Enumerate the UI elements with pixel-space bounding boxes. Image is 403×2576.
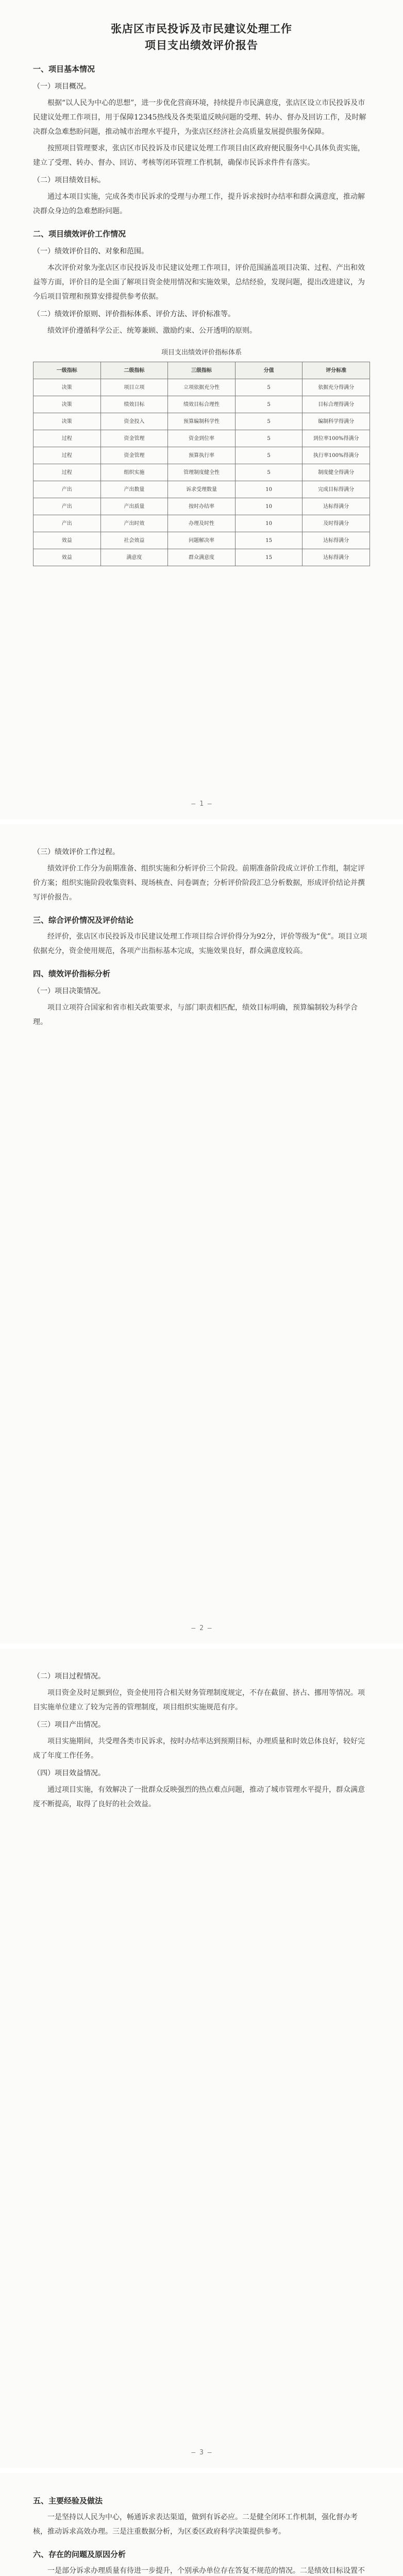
table-cell: 5 xyxy=(235,447,303,464)
table-cell: 群众满意度 xyxy=(168,549,236,566)
table-cell: 及时得满分 xyxy=(303,515,370,532)
section-heading: 六、存在的问题及原因分析 xyxy=(33,2550,126,2559)
paragraph: 通过本项目实施，完成各类市民诉求的受理与办理工作，提升诉求按时办结率和群众满意度，推动解决群众身边的急难愁盼问题。 xyxy=(33,193,365,215)
page-number: — 3 — xyxy=(191,2449,212,2456)
table-row xyxy=(33,464,370,481)
table-cell: 绩效目标合理性 xyxy=(168,396,236,413)
paragraph: 一是坚持以人民为中心，畅通诉求表达渠道，做到有诉必应。二是健全闭环工作机制，强化督办考核，推动诉求高效办理。三是注重数据分析，为区委区政府科学决策提供参考。 xyxy=(33,2513,358,2536)
subsection-heading: （四）项目效益情况。 xyxy=(33,1769,105,1777)
subsection-heading: （三）项目产出情况。 xyxy=(33,1721,105,1729)
paragraph: 经评价，张店区市民投诉及市民建议处理工作项目综合评价得分为92分，评价等级为“优”。项目立项依据充分，资金使用规范，各项产出指标基本完成，实施效果良好，群众满意度较高。 xyxy=(33,933,367,955)
table-cell: 社会效益 xyxy=(100,532,168,549)
table-cell: 预算执行率 xyxy=(168,447,236,464)
paragraph: 项目资金及时足额到位，资金使用符合相关财务管理制度规定，不存在截留、挤占、挪用等情况。项目实施单位建立了较为完善的管理制度，项目组织实施规范有序。 xyxy=(33,1689,365,1711)
table-cell: 资金到位率 xyxy=(168,430,236,447)
table-cell: 管理制度健全性 xyxy=(168,464,236,481)
table-row xyxy=(33,413,370,430)
page-number: — 2 — xyxy=(191,1624,212,1632)
table-cell: 编制科学得满分 xyxy=(303,413,370,430)
page-number: — 1 — xyxy=(191,800,212,808)
section-heading: 三、综合评价情况及评价结论 xyxy=(33,916,134,925)
table-cell: 项目立项 xyxy=(100,379,168,396)
table-cell: 立项依据充分性 xyxy=(168,379,236,396)
table-cell: 效益 xyxy=(33,549,101,566)
table-cell: 完成目标得满分 xyxy=(303,481,370,498)
page-1 xyxy=(0,0,403,819)
table-cell: 诉求受理数量 xyxy=(168,481,236,498)
paragraph: 根据“以人民为中心的思想”，进一步优化营商环境，持续提升市民满意度，张店区设立市民投诉及市民建议处理工作项目，用于保障12345热线及各类渠道反映问题的受理、转办、督办及回访工作，及时解决群众急难愁盼问题，推动城市治理水平提升，为张店区经济社会高质量发展提供服务保障。 xyxy=(33,99,366,136)
table-cell: 过程 xyxy=(33,430,101,447)
indicator-table xyxy=(33,362,370,566)
table-header-cell: 评分标准 xyxy=(303,362,370,379)
report-title: 张店区市民投诉及市民建议处理工作 项目支出绩效评价报告 xyxy=(111,22,292,52)
table-cell: 5 xyxy=(235,413,303,430)
subsection-heading: （一）项目概况。 xyxy=(33,82,91,91)
paragraph: 本次评价对象为张店区市民投诉及市民建议处理工作项目，评价范围涵盖项目决策、过程、产出和效益等方面，评价目的是全面了解项目资金使用情况和实施效果，总结经验，发现问题，提出改进建议，为今后项目管理和预算安排提供参考依据。 xyxy=(33,264,365,301)
section-heading: 五、主要经验及做法 xyxy=(33,2496,103,2505)
table-cell: 决策 xyxy=(33,379,101,396)
table-row xyxy=(33,481,370,498)
table-row xyxy=(33,498,370,515)
table-cell: 资金投入 xyxy=(100,413,168,430)
table-cell: 问题解决率 xyxy=(168,532,236,549)
table-header-cell: 二级指标 xyxy=(100,362,168,379)
table-cell: 目标合理得满分 xyxy=(303,396,370,413)
table-row xyxy=(33,396,370,413)
table-header-cell: 三级指标 xyxy=(168,362,236,379)
table-row xyxy=(33,379,370,396)
subsection-heading: （二）项目过程情况。 xyxy=(33,1672,105,1681)
table-header-cell: 一级指标 xyxy=(33,362,101,379)
table-cell: 达标得满分 xyxy=(303,549,370,566)
paragraph: 一是部分诉求办理质量有待进一步提升，个别承办单位存在答复不规范的情况。二是绩效目标设置不 xyxy=(47,2567,365,2575)
table-cell: 决策 xyxy=(33,396,101,413)
table-cell: 产出 xyxy=(33,481,101,498)
table-caption: 项目支出绩效评价指标体系 xyxy=(161,349,242,357)
table-cell: 15 xyxy=(235,532,303,549)
table-header-cell: 分值 xyxy=(235,362,303,379)
table-cell: 10 xyxy=(235,498,303,515)
table-cell: 5 xyxy=(235,464,303,481)
section-heading: 一、项目基本情况 xyxy=(33,64,95,74)
table-cell: 到位率100%得满分 xyxy=(303,430,370,447)
table-cell: 5 xyxy=(235,430,303,447)
table-cell: 产出 xyxy=(33,515,101,532)
table-cell: 预算编制科学性 xyxy=(168,413,236,430)
section-heading: 四、绩效评价指标分析 xyxy=(33,969,111,978)
table-row xyxy=(33,447,370,464)
table-cell: 制度健全得满分 xyxy=(303,464,370,481)
table-cell: 办理及时性 xyxy=(168,515,236,532)
subsection-heading: （一）绩效评价目的、对象和范围。 xyxy=(33,247,148,256)
table-row xyxy=(33,430,370,447)
table-cell: 达标得满分 xyxy=(303,498,370,515)
page-2 xyxy=(0,824,403,1643)
table-cell: 决策 xyxy=(33,413,101,430)
table-row xyxy=(33,532,370,549)
table-cell: 效益 xyxy=(33,532,101,549)
table-cell: 组织实施 xyxy=(100,464,168,481)
table-cell: 15 xyxy=(235,549,303,566)
table-cell: 产出 xyxy=(33,498,101,515)
paragraph: 项目立项符合国家和省市相关政策要求，与部门职责相匹配，绩效目标明确，预算编制较为科学合理。 xyxy=(33,1004,358,1026)
table-cell: 5 xyxy=(235,396,303,413)
table-cell: 产出质量 xyxy=(100,498,168,515)
table-cell: 达标得满分 xyxy=(303,532,370,549)
paragraph: 按照项目管理要求，张店区市民投诉及市民建议处理工作项目由区政府便民服务中心具体负责实施，建立了受理、转办、督办、回访、考核等闭环管理工作机制，确保市民诉求件件有落实。 xyxy=(33,144,365,167)
table-cell: 资金管理 xyxy=(100,430,168,447)
page-3 xyxy=(0,1649,403,2468)
table-cell: 资金管理 xyxy=(100,447,168,464)
table-cell: 过程 xyxy=(33,464,101,481)
table-cell: 依据充分得满分 xyxy=(303,379,370,396)
subsection-heading: （一）项目决策情况。 xyxy=(33,987,105,995)
table-cell: 10 xyxy=(235,515,303,532)
paragraph: 绩效评价遵循科学公正、统筹兼顾、激励约束、公开透明的原则。 xyxy=(47,327,257,335)
table-cell: 过程 xyxy=(33,447,101,464)
paragraph: 通过项目实施，有效解决了一批群众反映强烈的热点难点问题，推动了城市管理水平提升，群众满意度不断提高，取得了良好的社会效益。 xyxy=(33,1786,365,1808)
table-cell: 产出数量 xyxy=(100,481,168,498)
paragraph: 绩效评价工作分为前期准备、组织实施和分析评价三个阶段。前期准备阶段成立评价工作组，制定评价方案；组织实施阶段收集资料、现场核查、问卷调查；分析评价阶段汇总分析数据，形成评价结论并撰写评价报告。 xyxy=(33,865,365,902)
subsection-heading: （三）绩效评价工作过程。 xyxy=(33,848,120,856)
table-cell: 执行率100%得满分 xyxy=(303,447,370,464)
table-cell: 5 xyxy=(235,379,303,396)
subsection-heading: （二）项目绩效目标。 xyxy=(33,176,105,184)
paragraph: 项目实施期间，共受理各类市民诉求，按时办结率达到预期目标，办理质量和时效总体良好，较好完成了年度工作任务。 xyxy=(33,1737,365,1760)
table-cell: 绩效目标 xyxy=(100,396,168,413)
table-cell: 按时办结率 xyxy=(168,498,236,515)
table-cell: 满意度 xyxy=(100,549,168,566)
subsection-heading: （二）绩效评价原则、评价指标体系、评价方法、评价标准等。 xyxy=(33,310,235,318)
page-4 xyxy=(0,2473,403,2576)
table-row xyxy=(33,515,370,532)
table-cell: 产出时效 xyxy=(100,515,168,532)
table-cell: 10 xyxy=(235,481,303,498)
section-heading: 二、项目绩效评价工作情况 xyxy=(33,229,126,239)
table-row xyxy=(33,549,370,566)
